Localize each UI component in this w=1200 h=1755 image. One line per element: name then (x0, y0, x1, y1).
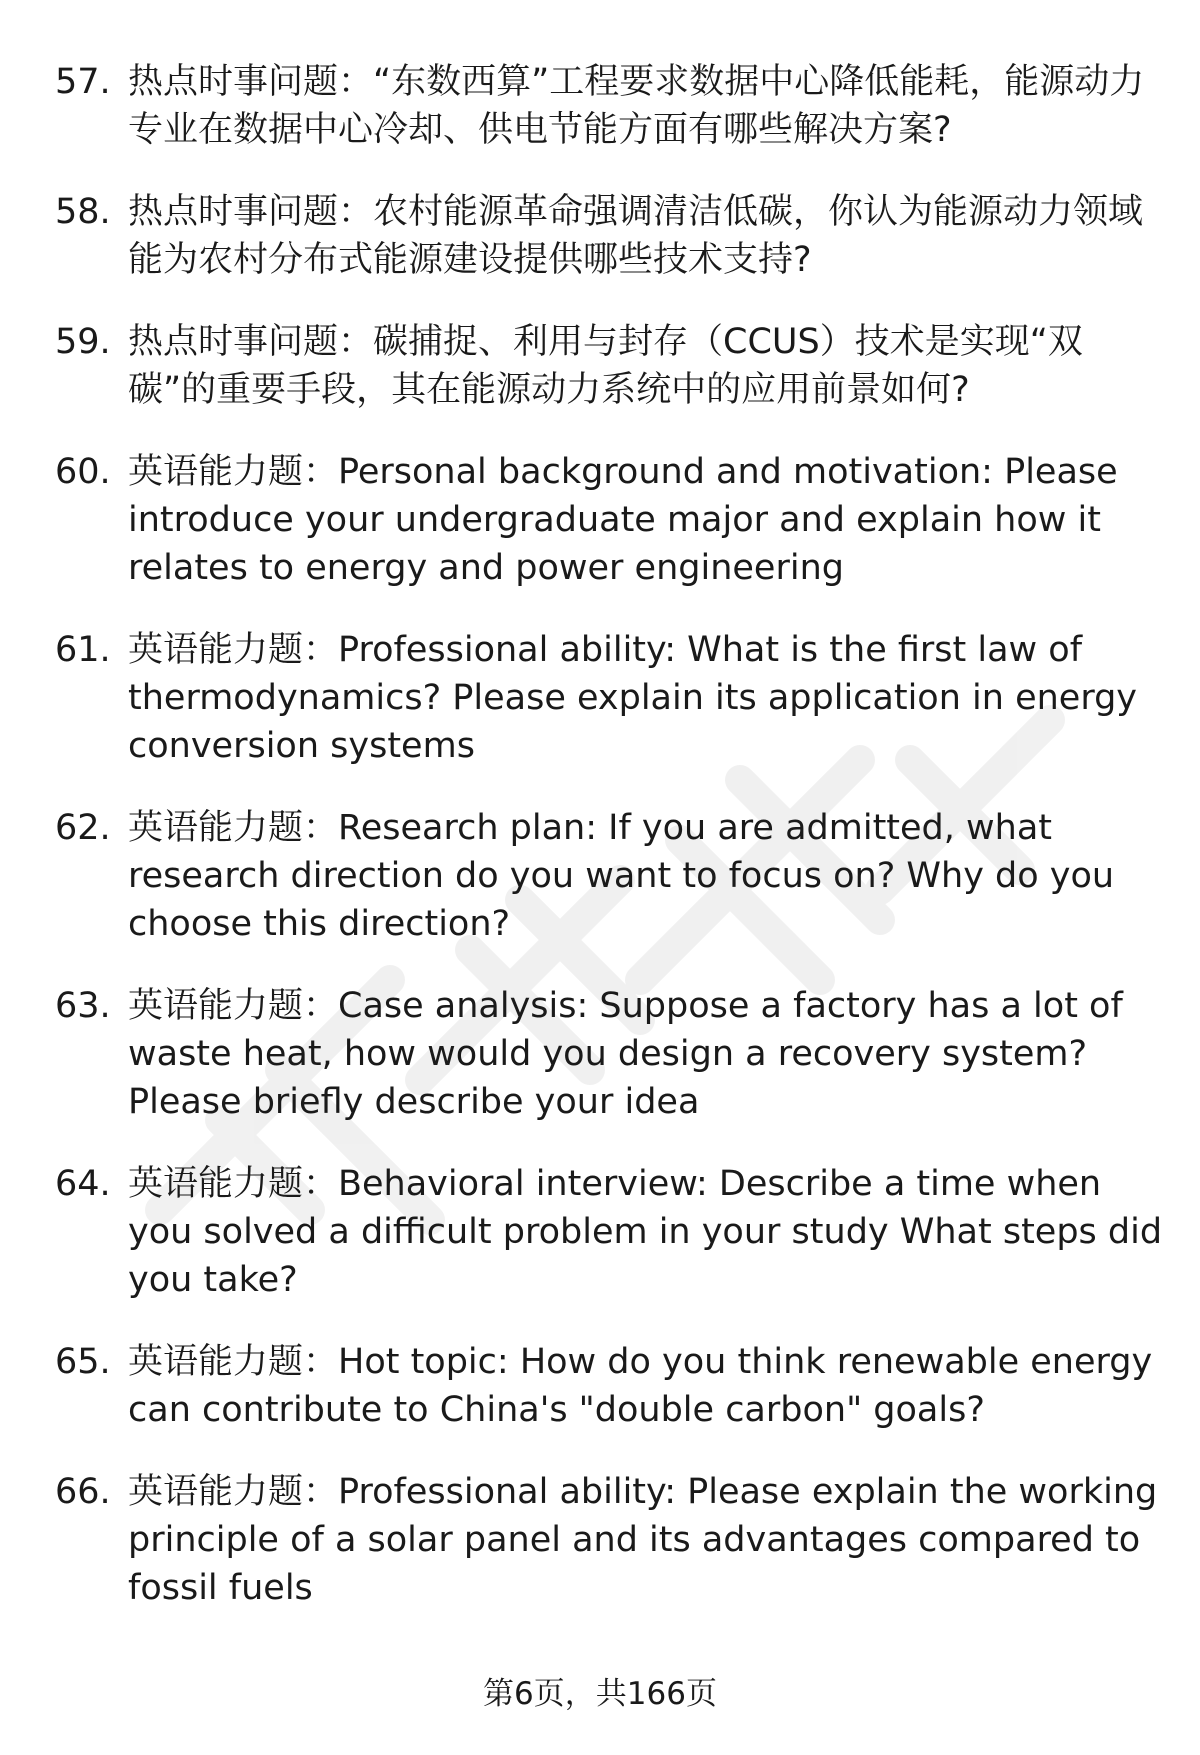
question-item (55, 982, 1165, 1126)
question-text: 热点时事问题：“东数西算”工程要求数据中心降低能耗，能源动力专业在数据中心冷却、供电节能方面有哪些解决方案? (128, 62, 1145, 150)
question-item (55, 626, 1165, 770)
question-number: 66. (55, 1472, 111, 1512)
question-text: 热点时事问题：农村能源革命强调清洁低碳，你认为能源动力领域能为农村分布式能源建设提供哪些技术支持? (128, 192, 1144, 280)
question-number: 62. (55, 808, 111, 848)
question-item (55, 1160, 1165, 1304)
question-item (55, 318, 1165, 414)
question-item (55, 804, 1165, 948)
question-text: 英语能力题：Personal background and motivation: Please introduce your undergraduate major and explain how it relates to energy and power engineering (128, 452, 1118, 588)
page-footer: 第6页，共166页 (483, 1676, 717, 1712)
question-number: 59. (55, 322, 111, 362)
question-number: 58. (55, 192, 111, 232)
question-text: 英语能力题：Behavioral interview: Describe a time when you solved a difficult problem in your study What steps did you take? (128, 1164, 1163, 1300)
question-number: 61. (55, 630, 111, 670)
question-list (55, 58, 1165, 1646)
question-text: 热点时事问题：碳捕捉、利用与封存（CCUS）技术是实现“双碳”的重要手段，其在能源动力系统中的应用前景如何? (128, 322, 1083, 410)
question-item (55, 448, 1165, 592)
question-item (55, 188, 1165, 284)
question-text: 英语能力题：Case analysis: Suppose a factory has a lot of waste heat, how would you design a recovery system? Please briefly describe your idea (128, 986, 1123, 1122)
question-text: 英语能力题：Professional ability: Please explain the working principle of a solar panel and its advantages compared to fossil fuels (128, 1472, 1158, 1608)
question-number: 60. (55, 452, 111, 492)
question-text: 英语能力题：Professional ability: What is the first law of thermodynamics? Please explain its application in energy conversion systems (128, 630, 1138, 766)
question-item (55, 1468, 1165, 1612)
question-number: 65. (55, 1342, 111, 1382)
question-text: 英语能力题：Hot topic: How do you think renewable energy can contribute to China's "double carbon" goals? (128, 1342, 1153, 1430)
question-text: 英语能力题：Research plan: If you are admitted, what research direction do you want to focus on? Why do you choose this direction? (128, 808, 1115, 944)
question-number: 64. (55, 1164, 111, 1204)
question-item (55, 58, 1165, 154)
question-number: 57. (55, 62, 111, 102)
question-number: 63. (55, 986, 111, 1026)
question-item (55, 1338, 1165, 1434)
